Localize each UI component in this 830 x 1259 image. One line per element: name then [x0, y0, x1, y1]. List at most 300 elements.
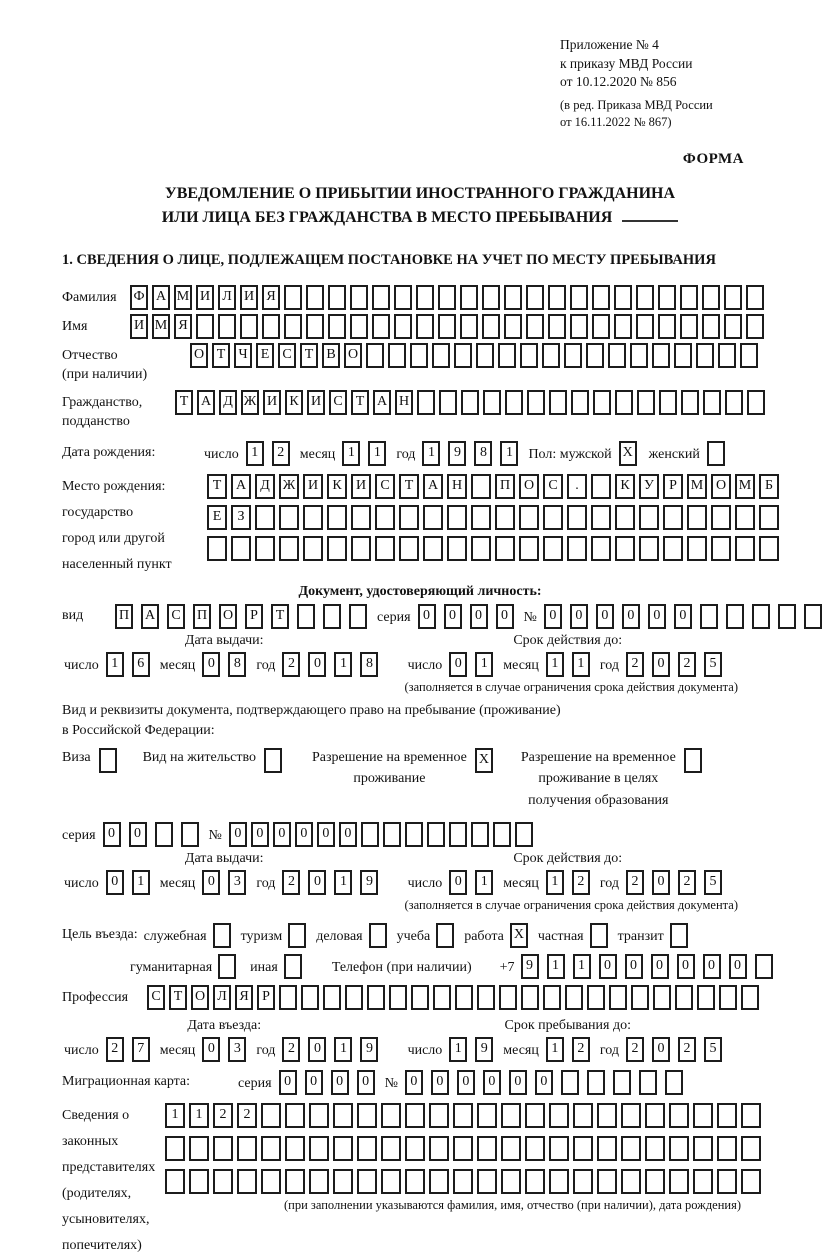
char-cell[interactable] [702, 314, 720, 339]
char-cell[interactable] [717, 1103, 737, 1128]
char-cell[interactable] [375, 536, 395, 561]
char-cell[interactable] [279, 505, 299, 530]
char-cell[interactable]: 0 [652, 1037, 670, 1062]
char-cell[interactable] [323, 604, 341, 629]
char-cell[interactable] [372, 285, 390, 310]
char-cell[interactable]: 0 [308, 1037, 326, 1062]
char-cell[interactable]: . [567, 474, 587, 499]
char-cell[interactable] [477, 1103, 497, 1128]
char-cell[interactable] [394, 314, 412, 339]
char-cell[interactable] [663, 505, 683, 530]
char-cell[interactable]: Т [271, 604, 289, 629]
char-cell[interactable] [333, 1136, 353, 1161]
char-cell[interactable] [725, 390, 743, 415]
char-cell[interactable] [501, 1103, 521, 1128]
char-cell[interactable] [586, 343, 604, 368]
char-cell[interactable] [357, 1103, 377, 1128]
char-cell[interactable] [255, 505, 275, 530]
char-cell[interactable]: 0 [229, 822, 247, 847]
char-cell[interactable]: М [735, 474, 755, 499]
char-cell[interactable] [687, 536, 707, 561]
char-cell[interactable] [218, 314, 236, 339]
char-cell[interactable] [381, 1103, 401, 1128]
char-cell[interactable] [405, 822, 423, 847]
char-cell[interactable] [639, 1070, 657, 1095]
char-cell[interactable] [388, 343, 406, 368]
char-cell[interactable]: М [687, 474, 707, 499]
char-cell[interactable]: 9 [448, 441, 466, 466]
char-cell[interactable] [504, 314, 522, 339]
char-cell[interactable] [700, 604, 718, 629]
char-cell[interactable]: 1 [573, 954, 591, 979]
char-cell[interactable] [707, 441, 725, 466]
char-cell[interactable] [703, 390, 721, 415]
char-cell[interactable] [669, 1169, 689, 1194]
char-cell[interactable] [567, 505, 587, 530]
char-cell[interactable] [350, 285, 368, 310]
char-cell[interactable] [670, 923, 688, 948]
char-cell[interactable] [213, 923, 231, 948]
char-cell[interactable]: 0 [457, 1070, 475, 1095]
char-cell[interactable]: 1 [246, 441, 264, 466]
char-cell[interactable] [597, 1136, 617, 1161]
char-cell[interactable]: 2 [572, 870, 590, 895]
char-cell[interactable]: С [329, 390, 347, 415]
char-cell[interactable] [573, 1103, 593, 1128]
char-cell[interactable] [417, 390, 435, 415]
char-cell[interactable]: 2 [282, 652, 300, 677]
char-cell[interactable]: С [167, 604, 185, 629]
char-cell[interactable]: 0 [331, 1070, 349, 1095]
char-cell[interactable] [501, 1169, 521, 1194]
char-cell[interactable]: 0 [273, 822, 291, 847]
char-cell[interactable]: 0 [470, 604, 488, 629]
char-cell[interactable]: И [307, 390, 325, 415]
char-cell[interactable]: О [191, 985, 209, 1010]
char-cell[interactable] [333, 1169, 353, 1194]
char-cell[interactable] [741, 1169, 761, 1194]
char-cell[interactable]: 2 [213, 1103, 233, 1128]
char-cell[interactable]: И [303, 474, 323, 499]
char-cell[interactable] [587, 985, 605, 1010]
char-cell[interactable] [505, 390, 523, 415]
char-cell[interactable] [735, 536, 755, 561]
char-cell[interactable] [436, 923, 454, 948]
char-cell[interactable]: Я [235, 985, 253, 1010]
char-cell[interactable] [323, 985, 341, 1010]
char-cell[interactable]: М [152, 314, 170, 339]
char-cell[interactable] [493, 822, 511, 847]
char-cell[interactable]: 1 [572, 652, 590, 677]
char-cell[interactable] [429, 1103, 449, 1128]
char-cell[interactable]: 0 [418, 604, 436, 629]
char-cell[interactable]: К [615, 474, 635, 499]
char-cell[interactable]: 1 [106, 652, 124, 677]
char-cell[interactable] [366, 343, 384, 368]
char-cell[interactable] [262, 314, 280, 339]
char-cell[interactable] [351, 536, 371, 561]
char-cell[interactable] [681, 390, 699, 415]
char-cell[interactable] [477, 1136, 497, 1161]
char-cell[interactable] [570, 285, 588, 310]
char-cell[interactable]: Д [219, 390, 237, 415]
char-cell[interactable] [639, 505, 659, 530]
char-cell[interactable]: А [231, 474, 251, 499]
char-cell[interactable]: 0 [496, 604, 514, 629]
char-cell[interactable]: 0 [308, 652, 326, 677]
char-cell[interactable]: X [475, 748, 493, 773]
char-cell[interactable]: 1 [189, 1103, 209, 1128]
char-cell[interactable] [361, 822, 379, 847]
char-cell[interactable] [439, 390, 457, 415]
char-cell[interactable] [460, 314, 478, 339]
char-cell[interactable] [759, 536, 779, 561]
char-cell[interactable]: 0 [677, 954, 695, 979]
char-cell[interactable] [608, 343, 626, 368]
char-cell[interactable] [719, 985, 737, 1010]
char-cell[interactable]: 1 [546, 870, 564, 895]
char-cell[interactable]: А [373, 390, 391, 415]
char-cell[interactable] [207, 536, 227, 561]
char-cell[interactable] [687, 505, 707, 530]
char-cell[interactable] [717, 1136, 737, 1161]
char-cell[interactable] [549, 1103, 569, 1128]
char-cell[interactable] [543, 536, 563, 561]
char-cell[interactable] [631, 985, 649, 1010]
char-cell[interactable] [438, 285, 456, 310]
char-cell[interactable]: 0 [703, 954, 721, 979]
char-cell[interactable] [416, 285, 434, 310]
char-cell[interactable]: З [231, 505, 251, 530]
char-cell[interactable] [726, 604, 744, 629]
char-cell[interactable]: 0 [202, 870, 220, 895]
char-cell[interactable] [196, 314, 214, 339]
char-cell[interactable] [455, 985, 473, 1010]
char-cell[interactable] [658, 285, 676, 310]
char-cell[interactable]: 2 [237, 1103, 257, 1128]
char-cell[interactable]: 1 [475, 652, 493, 677]
char-cell[interactable] [597, 1169, 617, 1194]
char-cell[interactable] [345, 985, 363, 1010]
char-cell[interactable]: 0 [622, 604, 640, 629]
char-cell[interactable] [432, 343, 450, 368]
char-cell[interactable]: 9 [521, 954, 539, 979]
char-cell[interactable] [659, 390, 677, 415]
char-cell[interactable] [778, 604, 796, 629]
char-cell[interactable] [591, 536, 611, 561]
char-cell[interactable] [755, 954, 773, 979]
char-cell[interactable] [527, 390, 545, 415]
char-cell[interactable] [564, 343, 582, 368]
char-cell[interactable] [482, 285, 500, 310]
char-cell[interactable]: Б [759, 474, 779, 499]
char-cell[interactable]: К [327, 474, 347, 499]
char-cell[interactable] [189, 1169, 209, 1194]
char-cell[interactable] [591, 474, 611, 499]
char-cell[interactable]: К [285, 390, 303, 415]
char-cell[interactable] [592, 285, 610, 310]
char-cell[interactable] [636, 314, 654, 339]
char-cell[interactable] [394, 285, 412, 310]
char-cell[interactable]: 0 [544, 604, 562, 629]
char-cell[interactable] [526, 314, 544, 339]
char-cell[interactable]: Н [447, 474, 467, 499]
char-cell[interactable] [181, 822, 199, 847]
char-cell[interactable] [565, 985, 583, 1010]
char-cell[interactable] [609, 985, 627, 1010]
char-cell[interactable]: 2 [626, 870, 644, 895]
char-cell[interactable]: Р [245, 604, 263, 629]
char-cell[interactable] [327, 505, 347, 530]
char-cell[interactable] [447, 536, 467, 561]
char-cell[interactable]: О [190, 343, 208, 368]
char-cell[interactable] [399, 505, 419, 530]
char-cell[interactable] [453, 1169, 473, 1194]
char-cell[interactable] [614, 285, 632, 310]
char-cell[interactable] [693, 1169, 713, 1194]
char-cell[interactable]: 5 [704, 1037, 722, 1062]
char-cell[interactable] [525, 1103, 545, 1128]
char-cell[interactable]: С [147, 985, 165, 1010]
char-cell[interactable] [261, 1136, 281, 1161]
char-cell[interactable] [279, 536, 299, 561]
char-cell[interactable] [285, 1136, 305, 1161]
char-cell[interactable] [383, 822, 401, 847]
char-cell[interactable] [614, 314, 632, 339]
char-cell[interactable] [213, 1136, 233, 1161]
char-cell[interactable] [155, 822, 173, 847]
char-cell[interactable] [264, 748, 282, 773]
char-cell[interactable]: X [510, 923, 528, 948]
char-cell[interactable] [351, 505, 371, 530]
char-cell[interactable] [693, 1103, 713, 1128]
char-cell[interactable]: Т [351, 390, 369, 415]
char-cell[interactable]: 1 [334, 870, 352, 895]
char-cell[interactable]: Ж [241, 390, 259, 415]
char-cell[interactable] [639, 536, 659, 561]
char-cell[interactable] [675, 985, 693, 1010]
char-cell[interactable]: 5 [704, 870, 722, 895]
char-cell[interactable] [645, 1103, 665, 1128]
char-cell[interactable]: 8 [474, 441, 492, 466]
char-cell[interactable] [476, 343, 494, 368]
char-cell[interactable] [592, 314, 610, 339]
char-cell[interactable] [284, 285, 302, 310]
char-cell[interactable] [438, 314, 456, 339]
char-cell[interactable] [697, 985, 715, 1010]
char-cell[interactable] [471, 822, 489, 847]
char-cell[interactable] [548, 285, 566, 310]
char-cell[interactable]: 2 [106, 1037, 124, 1062]
char-cell[interactable]: С [375, 474, 395, 499]
char-cell[interactable]: П [115, 604, 133, 629]
char-cell[interactable]: Т [399, 474, 419, 499]
char-cell[interactable]: О [519, 474, 539, 499]
char-cell[interactable]: О [344, 343, 362, 368]
char-cell[interactable] [711, 505, 731, 530]
char-cell[interactable]: X [619, 441, 637, 466]
char-cell[interactable] [665, 1070, 683, 1095]
char-cell[interactable]: 1 [475, 870, 493, 895]
char-cell[interactable] [433, 985, 451, 1010]
char-cell[interactable] [410, 343, 428, 368]
char-cell[interactable] [621, 1103, 641, 1128]
char-cell[interactable] [261, 1103, 281, 1128]
char-cell[interactable]: 0 [449, 870, 467, 895]
char-cell[interactable] [684, 748, 702, 773]
char-cell[interactable] [570, 314, 588, 339]
char-cell[interactable]: 0 [652, 870, 670, 895]
char-cell[interactable] [501, 1136, 521, 1161]
char-cell[interactable]: 9 [360, 870, 378, 895]
char-cell[interactable] [218, 954, 236, 979]
char-cell[interactable] [669, 1103, 689, 1128]
char-cell[interactable]: О [219, 604, 237, 629]
char-cell[interactable]: 0 [103, 822, 121, 847]
char-cell[interactable]: 0 [652, 652, 670, 677]
char-cell[interactable] [571, 390, 589, 415]
char-cell[interactable] [637, 390, 655, 415]
char-cell[interactable] [297, 604, 315, 629]
char-cell[interactable] [613, 1070, 631, 1095]
char-cell[interactable] [525, 1136, 545, 1161]
char-cell[interactable]: Л [218, 285, 236, 310]
char-cell[interactable]: 0 [202, 652, 220, 677]
char-cell[interactable] [615, 536, 635, 561]
char-cell[interactable]: 0 [308, 870, 326, 895]
char-cell[interactable] [711, 536, 731, 561]
char-cell[interactable] [375, 505, 395, 530]
char-cell[interactable]: 2 [678, 652, 696, 677]
char-cell[interactable]: А [197, 390, 215, 415]
char-cell[interactable]: Ф [130, 285, 148, 310]
char-cell[interactable] [284, 314, 302, 339]
char-cell[interactable] [357, 1136, 377, 1161]
char-cell[interactable]: 0 [305, 1070, 323, 1095]
char-cell[interactable]: 7 [132, 1037, 150, 1062]
char-cell[interactable]: А [152, 285, 170, 310]
char-cell[interactable] [350, 314, 368, 339]
char-cell[interactable]: Е [256, 343, 274, 368]
char-cell[interactable]: 1 [546, 1037, 564, 1062]
char-cell[interactable]: Ж [279, 474, 299, 499]
char-cell[interactable] [591, 505, 611, 530]
char-cell[interactable]: Д [255, 474, 275, 499]
char-cell[interactable] [636, 285, 654, 310]
char-cell[interactable] [405, 1136, 425, 1161]
char-cell[interactable]: Н [395, 390, 413, 415]
char-cell[interactable] [165, 1169, 185, 1194]
char-cell[interactable] [495, 536, 515, 561]
char-cell[interactable] [471, 505, 491, 530]
char-cell[interactable] [521, 985, 539, 1010]
char-cell[interactable] [593, 390, 611, 415]
char-cell[interactable]: 9 [475, 1037, 493, 1062]
char-cell[interactable] [548, 314, 566, 339]
char-cell[interactable]: Т [300, 343, 318, 368]
char-cell[interactable] [573, 1136, 593, 1161]
char-cell[interactable]: Л [213, 985, 231, 1010]
char-cell[interactable]: 0 [599, 954, 617, 979]
char-cell[interactable]: У [639, 474, 659, 499]
char-cell[interactable]: 0 [596, 604, 614, 629]
char-cell[interactable] [309, 1136, 329, 1161]
char-cell[interactable] [372, 314, 390, 339]
char-cell[interactable]: 1 [132, 870, 150, 895]
char-cell[interactable]: 0 [535, 1070, 553, 1095]
char-cell[interactable] [381, 1136, 401, 1161]
char-cell[interactable]: И [240, 285, 258, 310]
char-cell[interactable]: 0 [295, 822, 313, 847]
char-cell[interactable] [454, 343, 472, 368]
char-cell[interactable]: 1 [422, 441, 440, 466]
char-cell[interactable]: Р [257, 985, 275, 1010]
char-cell[interactable]: 2 [272, 441, 290, 466]
char-cell[interactable] [741, 1103, 761, 1128]
char-cell[interactable]: И [263, 390, 281, 415]
char-cell[interactable]: 1 [546, 652, 564, 677]
char-cell[interactable] [261, 1169, 281, 1194]
char-cell[interactable] [658, 314, 676, 339]
char-cell[interactable]: 0 [444, 604, 462, 629]
char-cell[interactable] [498, 343, 516, 368]
char-cell[interactable] [652, 343, 670, 368]
char-cell[interactable]: И [351, 474, 371, 499]
char-cell[interactable] [759, 505, 779, 530]
char-cell[interactable] [449, 822, 467, 847]
char-cell[interactable] [411, 985, 429, 1010]
char-cell[interactable] [471, 474, 491, 499]
char-cell[interactable] [482, 314, 500, 339]
char-cell[interactable] [621, 1169, 641, 1194]
char-cell[interactable] [718, 343, 736, 368]
char-cell[interactable] [735, 505, 755, 530]
char-cell[interactable]: 1 [342, 441, 360, 466]
char-cell[interactable]: 0 [129, 822, 147, 847]
char-cell[interactable] [696, 343, 714, 368]
char-cell[interactable] [520, 343, 538, 368]
char-cell[interactable]: С [543, 474, 563, 499]
char-cell[interactable]: 0 [729, 954, 747, 979]
char-cell[interactable] [237, 1169, 257, 1194]
char-cell[interactable]: Е [207, 505, 227, 530]
char-cell[interactable] [504, 285, 522, 310]
char-cell[interactable]: Т [175, 390, 193, 415]
char-cell[interactable]: 0 [339, 822, 357, 847]
char-cell[interactable] [515, 822, 533, 847]
char-cell[interactable] [306, 314, 324, 339]
char-cell[interactable] [630, 343, 648, 368]
char-cell[interactable]: 0 [570, 604, 588, 629]
char-cell[interactable] [405, 1103, 425, 1128]
char-cell[interactable] [389, 985, 407, 1010]
char-cell[interactable] [416, 314, 434, 339]
char-cell[interactable]: А [423, 474, 443, 499]
char-cell[interactable]: 0 [357, 1070, 375, 1095]
char-cell[interactable] [804, 604, 822, 629]
char-cell[interactable] [399, 536, 419, 561]
char-cell[interactable] [740, 343, 758, 368]
char-cell[interactable] [301, 985, 319, 1010]
char-cell[interactable] [702, 285, 720, 310]
char-cell[interactable] [499, 985, 517, 1010]
char-cell[interactable] [285, 1169, 305, 1194]
char-cell[interactable] [663, 536, 683, 561]
char-cell[interactable] [429, 1136, 449, 1161]
char-cell[interactable] [309, 1103, 329, 1128]
char-cell[interactable] [567, 536, 587, 561]
char-cell[interactable]: 0 [509, 1070, 527, 1095]
